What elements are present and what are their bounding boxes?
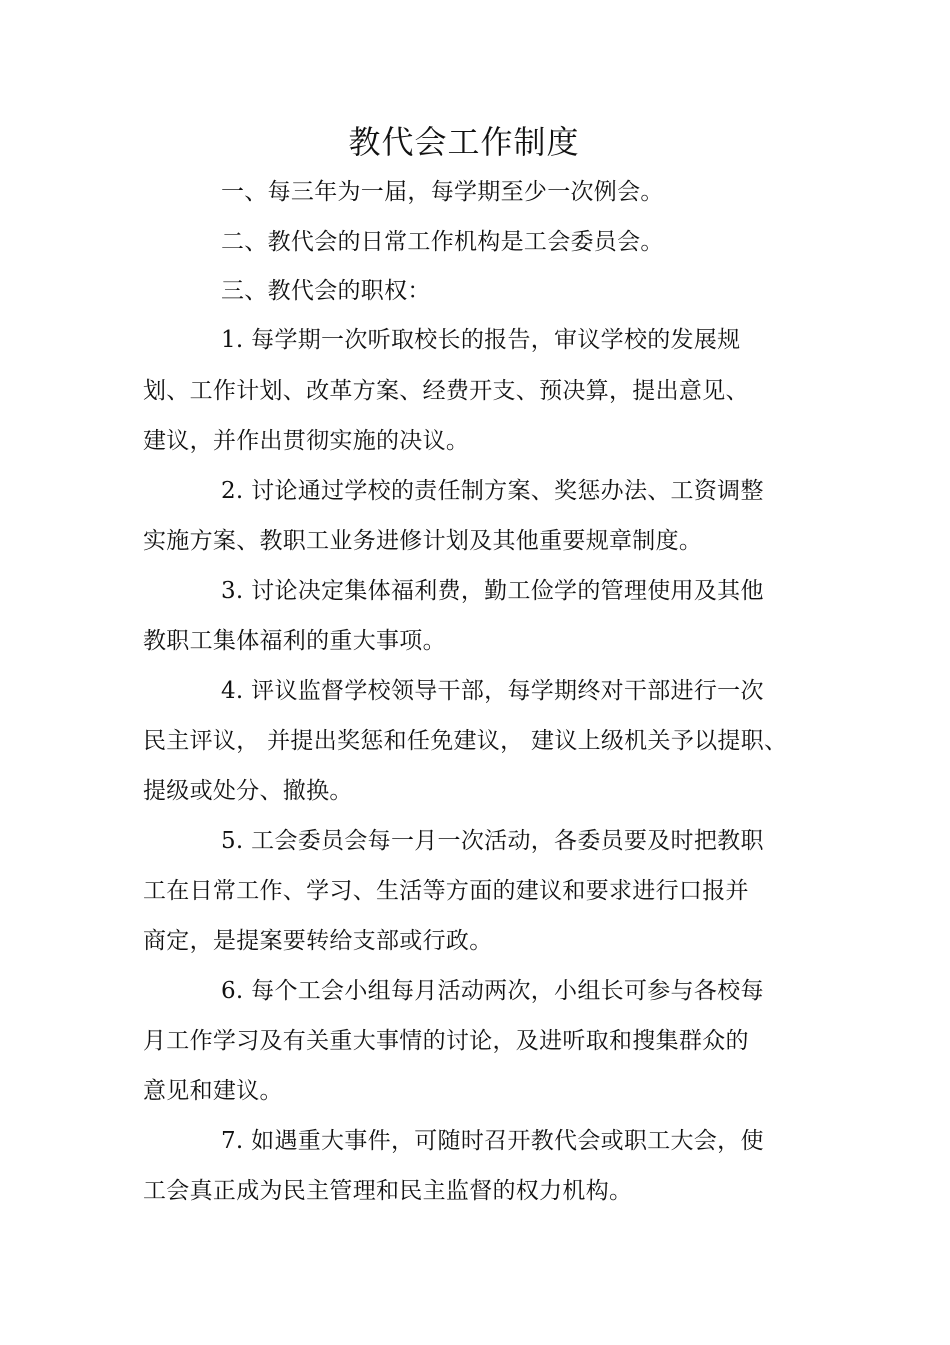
power-item-5-cont-1: 工在日常工作、学习、生活等方面的建议和要求进行口报并 <box>143 878 749 904</box>
power-item-6-cont-2: 意见和建议。 <box>143 1078 283 1104</box>
power-item-4-cont-1: 民主评议， 并提出奖惩和任免建议， 建议上级机关予以提职、 <box>143 728 788 754</box>
power-item-2: 2. 讨论通过学校的责任制方案、奖惩办法、工资调整 <box>221 478 764 504</box>
power-item-7-cont-1: 工会真正成为民主管理和民主监督的权力机构。 <box>143 1178 633 1204</box>
power-item-1-cont-2: 建议，并作出贯彻实施的决议。 <box>143 428 470 454</box>
power-item-5-cont-2: 商定，是提案要转给支部或行政。 <box>143 928 493 954</box>
power-item-6-cont-1: 月工作学习及有关重大事情的讨论，及进听取和搜集群众的 <box>143 1028 749 1054</box>
rule-3-heading: 三、教代会的职权： <box>221 278 431 304</box>
power-item-7: 7. 如遇重大事件，可随时召开教代会或职工大会，使 <box>221 1128 764 1154</box>
power-item-3-cont-1: 教职工集体福利的重大事项。 <box>143 628 446 654</box>
power-item-6: 6. 每个工会小组每月活动两次，小组长可参与各校每 <box>221 978 764 1004</box>
power-item-1-cont-1: 划、工作计划、改革方案、经费开支、预决算，提出意见、 <box>143 378 749 404</box>
power-item-2-cont-1: 实施方案、教职工业务进修计划及其他重要规章制度。 <box>143 528 703 554</box>
rule-2: 二、教代会的日常工作机构是工会委员会。 <box>221 229 664 255</box>
rule-1: 一、每三年为一届，每学期至少一次例会。 <box>221 179 664 205</box>
power-item-3: 3. 讨论决定集体福利费，勤工俭学的管理使用及其他 <box>221 578 764 604</box>
power-item-1: 1. 每学期一次听取校长的报告，审议学校的发展规 <box>221 327 741 353</box>
power-item-5: 5. 工会委员会每一月一次活动，各委员要及时把教职 <box>221 828 764 854</box>
power-item-4-cont-2: 提级或处分、撤换。 <box>143 778 353 804</box>
page-title: 教代会工作制度 <box>348 123 580 161</box>
power-item-4: 4. 评议监督学校领导干部，每学期终对干部进行一次 <box>221 678 764 704</box>
